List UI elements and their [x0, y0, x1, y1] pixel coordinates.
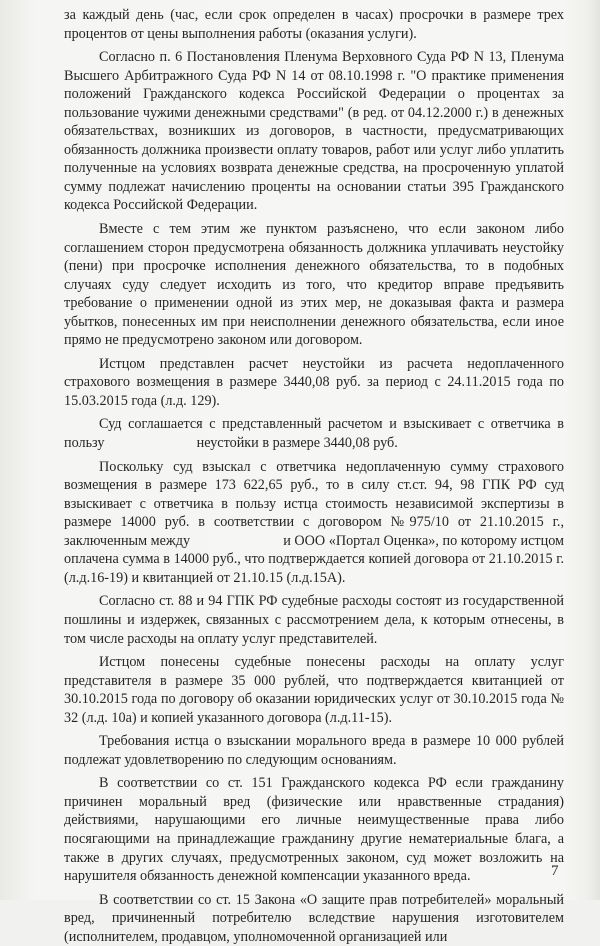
page-edge-shadow	[586, 0, 600, 900]
paragraph-5: Суд соглашается с представленный расчетом и взыскивает с ответчика в пользу неустойки в размере 3440,08 руб.	[64, 416, 568, 452]
paragraph-6: Поскольку суд взыскал с ответчика недоплаченную сумму страхового возмещения в размере 173 622,65 руб., то в силу ст.ст. 94, 98 ГПК РФ суд взыскивает с ответчика в пользу истца стоимость независимой экспертизы в размере 14000 руб. в соответствии с договором №975/10 от 21.10.2015 г., заключенным между и ООО «Портал Оценка», по которому истцом оплачена сумма в 14000 руб., что подтверждается копией договора от 21.10.2015 г. (л.д.16-19) и квитанцией от 21.10.15 (л.д.15А).	[64, 458, 568, 586]
paragraph-4: Истцом представлен расчет неустойки из расчета недоплаченного страхового возмещения в размере 3440,08 руб. за период с 24.11.2015 года по 15.03.2015 года (л.д. 129).	[64, 355, 564, 409]
paragraph-9: Требования истца о взыскании морального вреда в размере 10 000 рублей подлежат удовлетворению по следующим основаниям.	[64, 733, 564, 768]
paragraph-10: В соответствии со ст. 151 Гражданского кодекса РФ если гражданину причинен моральный вред (физические или нравственные страдания) действиями, нарушающими его личные неимущественные права либо посягающими на принадлежащие гражданину другие нематериальные блага, а также в других случаях, предусмотренных законом, суд может возложить на нарушителя обязанность денежной компенсации указанного вреда.	[64, 775, 564, 885]
page-number: 7	[551, 863, 559, 879]
paragraph-2: Согласно п. 6 Постановления Пленума Верховного Суда РФ N 13, Пленума Высшего Арбитражного Суда РФ N 14 от 08.10.1998 г. "О практике применения положений Гражданского кодекса Российской Федерации о процентах за пользование чужими денежными средствами" (в ред. от 04.12.2000 г.) в денежных обязательствах, возникших из договоров, в частности, предусматривающих обязанность должника произвести оплату товаров, работ или услуг либо уплатить полученные на условиях возврата денежные средства, на просроченную уплатой сумму подлежат начислению проценты на основании статьи 395 Гражданского кодекса Российской Федерации.	[64, 49, 564, 214]
paragraph-1: за каждый день (час, если срок определен в часах) просрочки в размере трех процентов от цены выполнения работы (оказания услуги).	[64, 7, 564, 42]
paragraph-11: В соответствии со ст. 15 Закона «О защите прав потребителей» моральный вред, причиненный потребителю вследствие нарушения изготовителем (исполнителем, продавцом, уполномоченной организацией или	[64, 891, 564, 945]
document-body	[64, 6, 568, 946]
paragraph-7: Согласно ст. 88 и 94 ГПК РФ судебные расходы состоят из государственной пошлины и издержек, связанных с рассмотрением дела, к которым отнесены, в том числе расходы на оплату услуг представителей.	[64, 593, 564, 647]
paragraph-3: Вместе с тем этим же пунктом разъяснено, что если законом либо соглашением сторон предусмотрена обязанность должника уплачивать неустойку (пени) при просрочке исполнения денежного обязательства, то в подобных случаях суду следует исходить из того, что кредитор вправе предъявить требование о применении одной из этих мер, не доказывая факта и размера убытков, понесенных им при неисполнении денежного обязательства, если иное прямо не предусмотрено законом или договором.	[64, 221, 564, 349]
paragraph-8: Истцом понесены судебные понесены расходы на оплату услуг представителя в размере 35 000 рублей, что подтверждается квитанцией от 30.10.2015 года по договору об оказании юридических услуг от 30.10.2015 года № 32 (л.д. 10а) и копией указанного договора (л.д.11-15).	[64, 654, 564, 726]
